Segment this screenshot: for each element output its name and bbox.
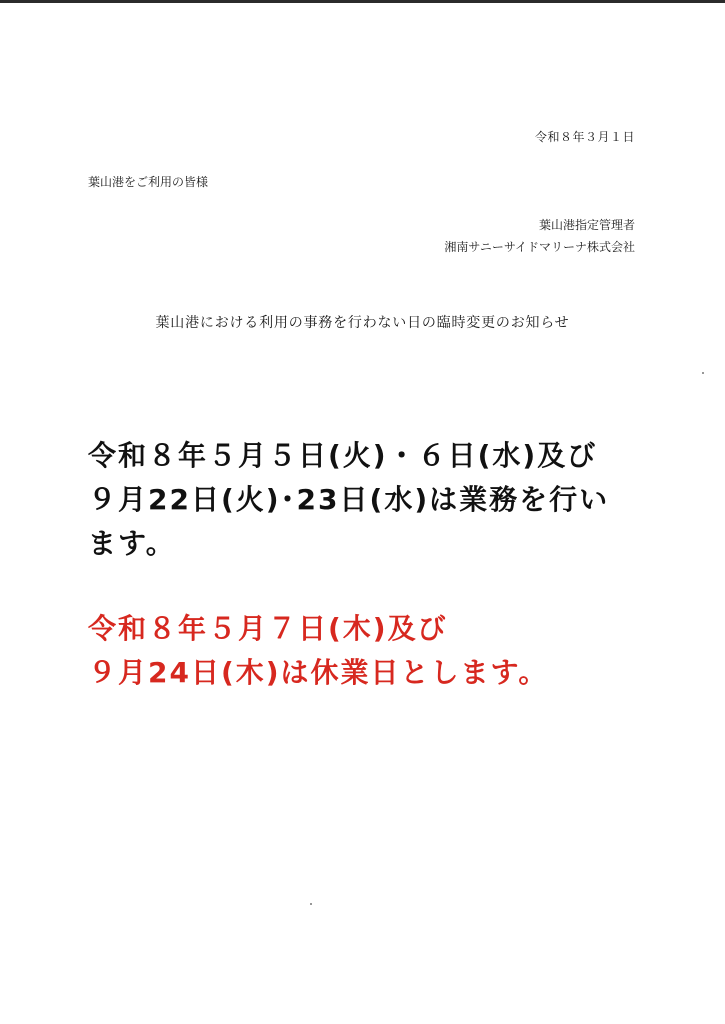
scan-speck (702, 372, 704, 374)
issue-date: 令和８年３月１日 (534, 130, 635, 144)
closed-days-line-2: ９月24日(木)は休業日とします。 (88, 656, 549, 689)
sender-company: 湘南サニーサイドマリーナ株式会社 (444, 240, 635, 254)
operating-days-notice (88, 434, 658, 566)
addressee: 葉山港をご利用の皆様 (88, 175, 209, 189)
notice-subject: 葉山港における利用の事務を行わない日の臨時変更のお知らせ (155, 315, 570, 331)
closed-days-line-1: 令和８年５月７日(木)及び (88, 612, 448, 645)
closed-days-notice (88, 607, 658, 695)
scan-speck (310, 903, 312, 905)
sender-title: 葉山港指定管理者 (538, 218, 635, 232)
scan-top-edge (0, 0, 725, 3)
operating-days-line-1: 令和８年５月５日(火)・６日(水)及び (88, 439, 598, 472)
sender-block (444, 214, 635, 258)
operating-days-line-3: ます。 (88, 527, 176, 560)
operating-days-line-2: ９月22日(火)･23日(水)は業務を行い (88, 483, 610, 516)
